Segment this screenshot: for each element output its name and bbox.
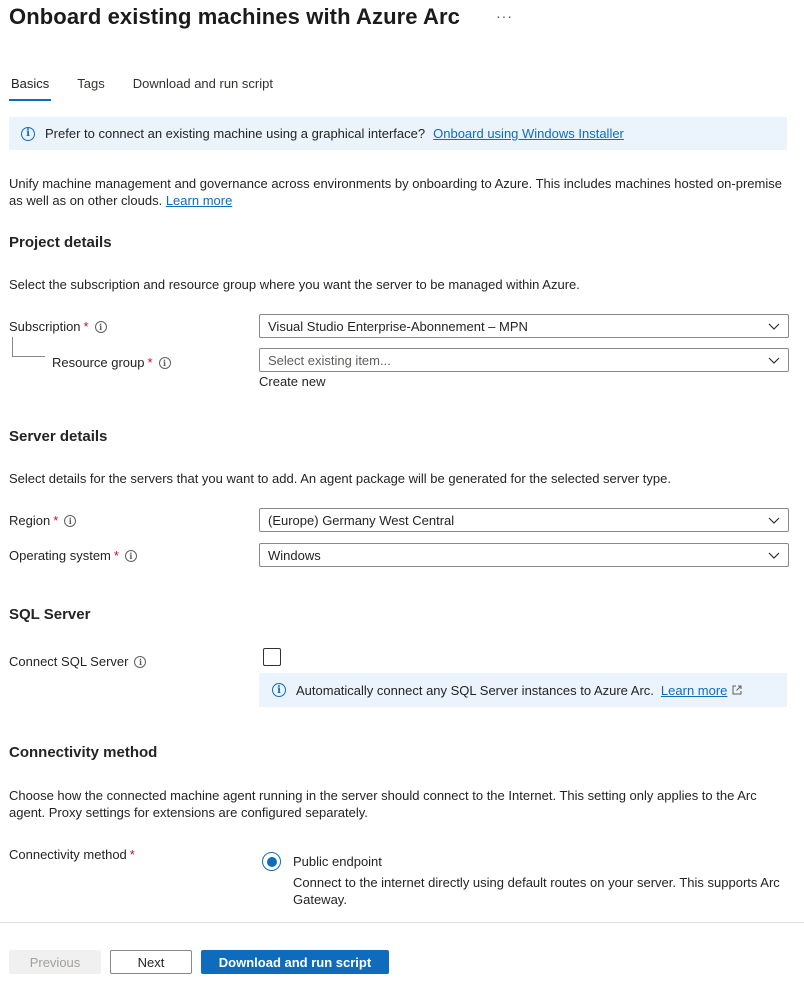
tab-basics[interactable]: Basics <box>9 76 51 101</box>
chevron-down-icon <box>768 514 780 526</box>
public-endpoint-desc-line-2: Gateway. <box>293 892 347 907</box>
public-endpoint-label[interactable]: Public endpoint <box>293 854 382 869</box>
radio-selected-dot <box>267 857 277 867</box>
info-tooltip-icon[interactable]: i <box>134 656 146 668</box>
connect-sql-server-label <box>9 654 146 669</box>
info-tooltip-icon[interactable]: i <box>159 357 171 369</box>
resource-group-placeholder: Select existing item... <box>268 352 391 368</box>
connectivity-line-1: Choose how the connected machine agent running in the server should connect to the Internet. This setting only applies to the Arc <box>9 788 757 803</box>
operating-system-value: Windows <box>268 547 321 563</box>
resource-group-label <box>52 355 171 370</box>
intro-line-1: Unify machine management and governance across environments by onboarding to Azure. This includes machines hosted on-premise <box>9 176 782 191</box>
chevron-down-icon <box>768 320 780 332</box>
intro-learn-more-link[interactable]: Learn more <box>165 193 233 208</box>
project-details-description: Select the subscription and resource group where you want the server to be managed within Azure. <box>9 277 580 292</box>
banner-text: Prefer to connect an existing machine using a graphical interface? <box>45 126 426 141</box>
project-details-heading: Project details <box>9 234 112 251</box>
next-button[interactable]: Next <box>110 950 192 974</box>
page-title: Onboard existing machines with Azure Arc <box>9 4 461 29</box>
required-marker: * <box>129 847 135 862</box>
external-link-icon <box>731 684 743 696</box>
subscription-label <box>9 319 107 334</box>
sql-info-banner <box>259 673 787 707</box>
intro-line-2: as well as on other clouds. <box>9 193 163 208</box>
operating-system-dropdown[interactable] <box>259 543 789 567</box>
connect-sql-server-checkbox[interactable] <box>263 648 281 666</box>
resource-group-dropdown[interactable] <box>259 348 789 372</box>
required-marker: * <box>147 355 153 370</box>
connectivity-method-heading: Connectivity method <box>9 744 158 761</box>
tab-tags[interactable]: Tags <box>77 76 105 91</box>
tab-bar <box>9 76 299 101</box>
subscription-dropdown[interactable] <box>259 314 789 338</box>
intro-text <box>9 175 782 209</box>
region-label <box>9 513 76 528</box>
onboard-windows-installer-link[interactable]: Onboard using Windows Installer <box>433 126 624 141</box>
info-icon: i <box>272 683 286 697</box>
info-icon: i <box>21 127 35 141</box>
graphical-interface-banner <box>9 117 787 150</box>
sql-server-heading: SQL Server <box>9 606 91 623</box>
connectivity-line-2: agent. Proxy settings for extensions are configured separately. <box>9 805 368 820</box>
create-new-link[interactable]: Create new <box>259 374 326 389</box>
connectivity-method-label <box>9 847 135 862</box>
tab-download-and-run-script[interactable]: Download and run script <box>132 76 273 91</box>
subscription-label-text: Subscription <box>9 319 81 334</box>
public-endpoint-desc-line-1: Connect to the internet directly using default routes on your server. This supports Arc <box>293 875 780 890</box>
region-label-text: Region <box>9 513 51 528</box>
required-marker: * <box>113 548 119 563</box>
download-and-run-script-button[interactable]: Download and run script <box>201 950 389 974</box>
connectivity-description <box>9 787 757 821</box>
sql-learn-more-link[interactable]: Learn more <box>660 682 728 698</box>
footer-divider <box>0 922 804 923</box>
previous-button[interactable]: Previous <box>9 950 101 974</box>
public-endpoint-radio[interactable] <box>262 852 281 871</box>
operating-system-label-text: Operating system <box>9 548 111 563</box>
chevron-down-icon <box>768 549 780 561</box>
more-options-button[interactable]: ··· <box>496 8 513 24</box>
required-marker: * <box>83 319 89 334</box>
subscription-value: Visual Studio Enterprise-Abonnement – MPN <box>268 318 528 334</box>
info-tooltip-icon[interactable]: i <box>125 550 137 562</box>
required-marker: * <box>53 513 59 528</box>
chevron-down-icon <box>768 354 780 366</box>
connectivity-method-label-text: Connectivity method <box>9 847 127 862</box>
resource-group-label-text: Resource group <box>52 355 145 370</box>
server-details-heading: Server details <box>9 428 108 445</box>
tree-connector <box>12 337 45 357</box>
region-dropdown[interactable] <box>259 508 789 532</box>
server-details-description: Select details for the servers that you want to add. An agent package will be generated for the selected server type. <box>9 471 671 486</box>
connect-sql-server-label-text: Connect SQL Server <box>9 654 129 669</box>
region-value: (Europe) Germany West Central <box>268 512 455 528</box>
operating-system-label <box>9 548 137 563</box>
info-tooltip-icon[interactable]: i <box>95 321 107 333</box>
sql-info-text: Automatically connect any SQL Server instances to Azure Arc. <box>296 682 654 698</box>
info-tooltip-icon[interactable]: i <box>64 515 76 527</box>
public-endpoint-description <box>293 874 780 908</box>
